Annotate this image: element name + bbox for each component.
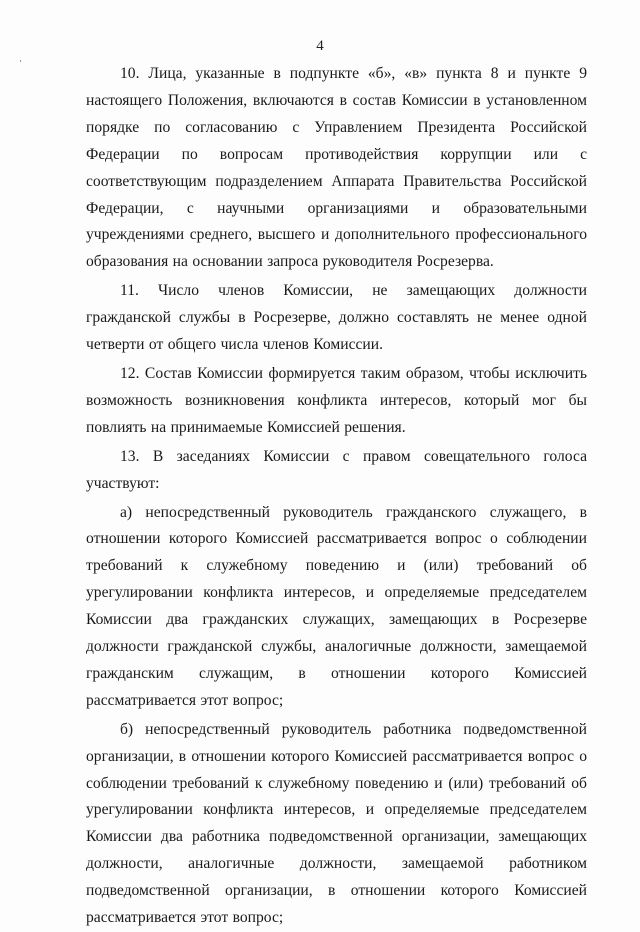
paragraph-13b: б) непосредственный руководитель работника подведомственной организации, в отношении которого Комиссией рассматривается вопрос о соблюдении требований к служебному поведению и (или) требований об урегулировании конфликта интересов, и определяемые председателем Комиссии два работника подведомственной организации, замещающих должности, аналогичные должности, замещаемой работником подведомственной организации, в отношении которого Комиссией рассматривается этот вопрос;: [86, 720, 587, 927]
scan-margin-mark: [20, 60, 21, 62]
paragraph-12: 12. Состав Комиссии формируется таким образом, чтобы исключить возможность возникновения конфликта интересов, который мог бы повлиять на принимаемые Комиссией решения.: [86, 364, 587, 436]
paragraph-13a: а) непосредственный руководитель гражданского служащего, в отношении которого Комиссией рассматривается вопрос о соблюдении требований к служебному поведению и (или) требований об урегулировании конфликта интересов, и определяемые председателем Комиссии два гражданских служащих, замещающих в Росрезерве должности гражданской службы, аналогичные должности, замещаемой гражданским служащим, в отношении которого Комиссией рассматривается этот вопрос;: [86, 503, 587, 709]
paragraph-11: 11. Число членов Комиссии, не замещающих должности гражданской службы в Росрезерве, должно составлять не менее одной четверти от общего числа членов Комиссии.: [86, 282, 587, 354]
paragraph-13: 13. В заседаниях Комиссии с правом совещательного голоса участвуют:: [86, 447, 587, 492]
document-body: [86, 61, 587, 932]
page-number: 4: [316, 38, 324, 54]
paragraph-10: 10. Лица, указанные в подпункте «б», «в» пункта 8 и пункте 9 настоящего Положения, включаются в состав Комиссии в установленном порядке по согласованию с Управлением Президента Российской Федерации по вопросам противодействия коррупции или с соответствующим подразделением Аппарата Правительства Российской Федерации, с научными организациями и образовательными учреждениями среднего, высшего и дополнительного профессионального образования на основании запроса руководителя Росрезерва.: [86, 65, 587, 271]
